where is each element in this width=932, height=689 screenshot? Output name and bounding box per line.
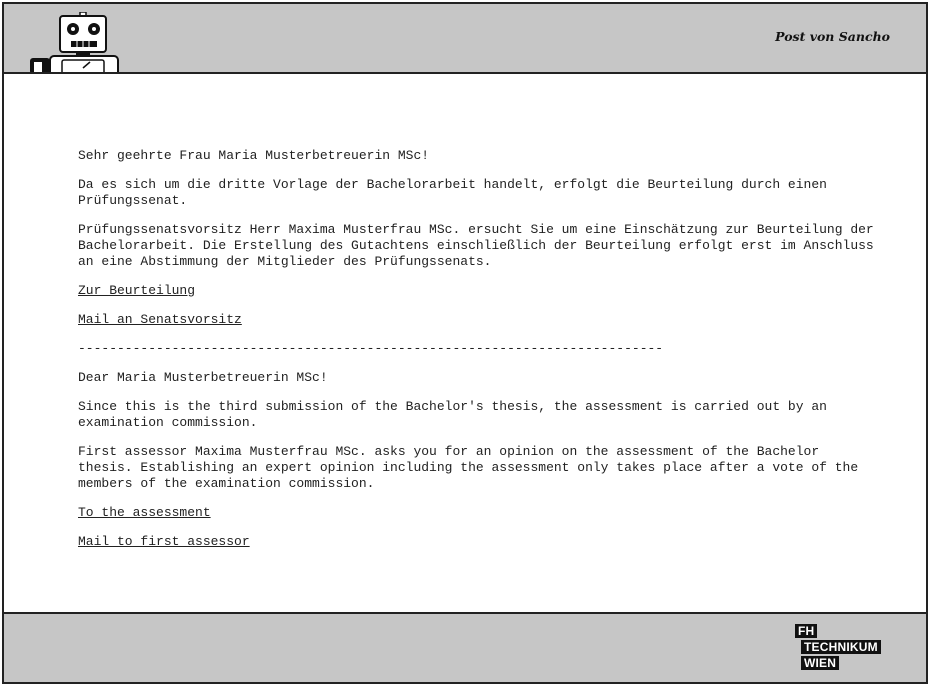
link-to-assessment[interactable]: To the assessment: [78, 505, 211, 520]
email-footer: [4, 612, 926, 682]
email-header: [4, 4, 926, 74]
paragraph-en-1: Since this is the third submission of the Bachelor's thesis, the assessment is carried out by an examination commission.: [78, 399, 827, 430]
paragraph-de-1: Da es sich um die dritte Vorlage der Bachelorarbeit handelt, erfolgt die Beurteilung durch einen Prüfungssenat.: [78, 177, 827, 208]
greeting-en: Dear Maria Musterbetreuerin MSc!: [78, 370, 328, 385]
link-zur-beurteilung[interactable]: Zur Beurteilung: [78, 283, 196, 298]
separator: ---------------------------------------------------------------------------: [78, 341, 664, 356]
robot-icon: [28, 12, 120, 74]
logo-line-1: FH: [795, 624, 817, 638]
paragraph-de-2: Prüfungssenatsvorsitz Herr Maxima Musterfrau MSc. ersucht Sie um eine Einschätzung zur Beurteilung der Bachelorarbeit. Die Erstellung des Gutachtens einschließlich der Beurteilung erfolgt erst im Anschluss an eine Abstimmung der Mitglieder des Prüfungssenats.: [78, 222, 874, 269]
link-mail-senatsvorsitz[interactable]: Mail an Senatsvorsitz: [78, 312, 242, 327]
email-body: [78, 148, 878, 563]
paragraph-en-2: First assessor Maxima Musterfrau MSc. asks you for an opinion on the assessment of the Bachelor thesis. Establishing an expert opinion including the assessment only takes place after a vote of the members of the examination commission.: [78, 444, 859, 491]
fh-technikum-wien-logo: [795, 624, 891, 674]
logo-line-3: WIEN: [801, 656, 839, 670]
sender-label: Post von Sancho: [775, 29, 890, 44]
greeting-de: Sehr geehrte Frau Maria Musterbetreuerin MSc!: [78, 148, 430, 163]
link-mail-first-assessor[interactable]: Mail to first assessor: [78, 534, 250, 549]
logo-line-2: TECHNIKUM: [801, 640, 881, 654]
email-frame: [2, 2, 928, 684]
